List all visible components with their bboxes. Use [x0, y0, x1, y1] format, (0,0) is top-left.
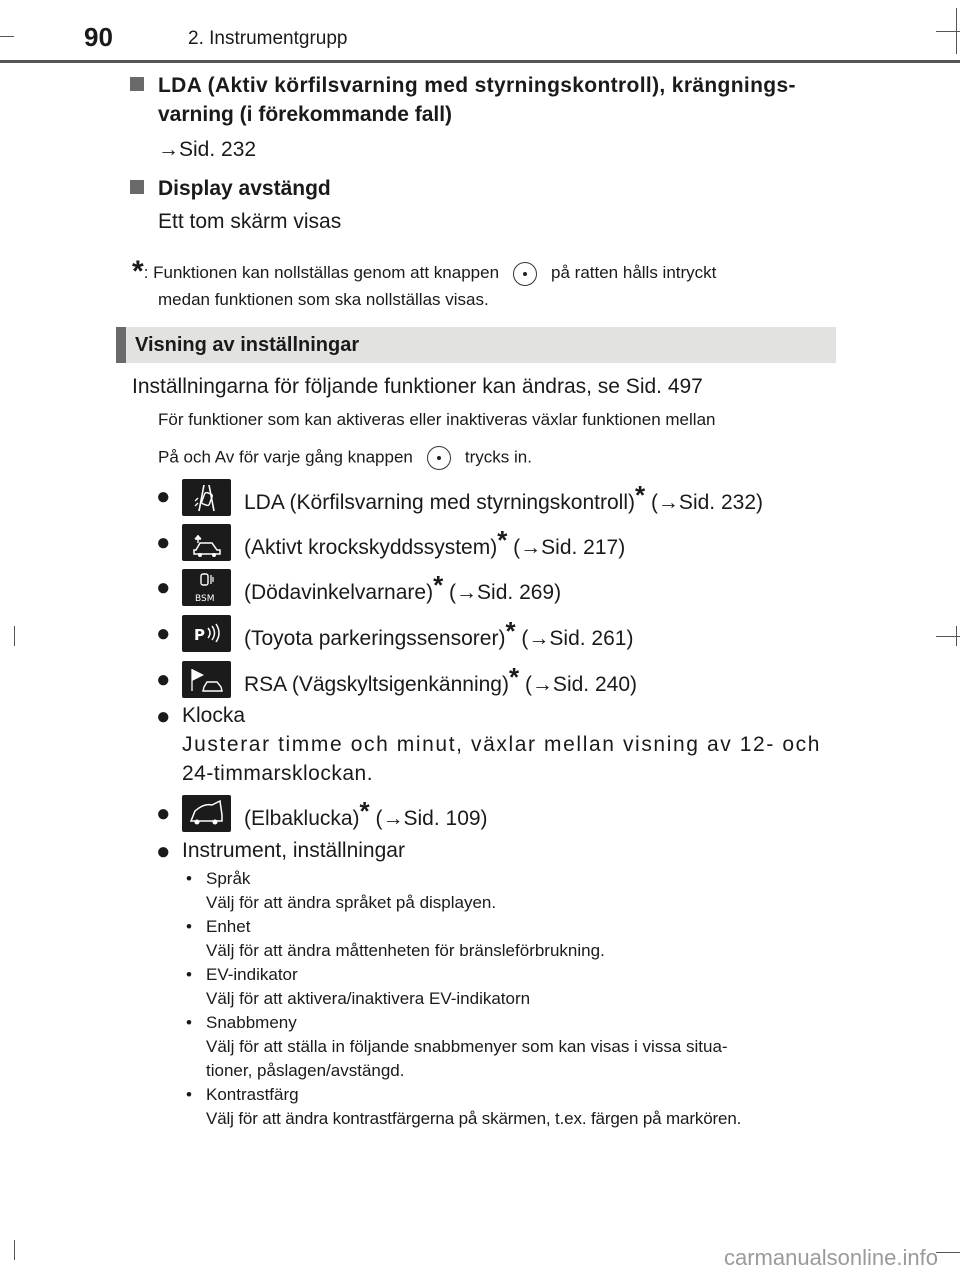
item-text: (Dödavinkelvarnare)	[244, 581, 434, 604]
list-item-name: Snabbmeny	[206, 1013, 297, 1032]
bullet-icon: ●	[156, 620, 171, 647]
item-star: *	[359, 796, 370, 826]
lane-departure-icon	[182, 479, 231, 516]
lda-heading-line2: varning (i förekommande fall)	[158, 103, 453, 126]
item-tailgate	[244, 796, 488, 832]
steering-switch-icon	[427, 446, 451, 470]
footnote-star: *	[132, 255, 144, 288]
section-sub-text-b: trycks in.	[464, 447, 532, 467]
item-reference[interactable]: (→Sid. 109)	[369, 807, 488, 830]
display-off-body: Ett tom skärm visas	[158, 210, 342, 233]
item-parking	[244, 616, 634, 652]
list-item: • Kontrastfärg Välj för att ändra kontrastfärgerna på skärmen, t.ex. färgen på markören.	[186, 1083, 836, 1131]
item-text: LDA (Körfilsvarning med styrningskontroll)	[244, 491, 635, 514]
clock-title: Klocka	[182, 704, 246, 727]
bsm-icon-label: BSM	[195, 594, 215, 604]
clock-body-line2: 24-timmarsklockan.	[182, 762, 374, 785]
item-pre-collision	[244, 525, 626, 561]
list-item-desc: Välj för att ändra måttenheten för bränsleförbrukning.	[206, 941, 605, 960]
item-text: (Elbaklucka)	[244, 807, 360, 830]
bullet-icon: ●	[156, 838, 171, 865]
list-item-desc: Välj för att aktivera/inaktivera EV-indikatorn	[206, 989, 531, 1008]
item-star: *	[634, 480, 646, 510]
bullet-icon: ●	[156, 800, 171, 827]
item-reference[interactable]: (→Sid. 261)	[515, 627, 634, 650]
lda-heading	[130, 71, 830, 129]
section-bar	[116, 327, 126, 363]
svg-text:P: P	[194, 626, 205, 644]
footnote	[132, 252, 832, 286]
item-lda	[244, 480, 763, 516]
list-item-desc: Välj för att ändra kontrastfärgerna på skärmen, t.ex. färgen på markören.	[206, 1109, 742, 1128]
pre-collision-icon	[182, 524, 231, 561]
crop-mark	[936, 1252, 960, 1253]
list-item-desc: Välj för att ändra språket på displayen.	[206, 893, 497, 912]
list-item-name: Kontrastfärg	[206, 1085, 299, 1104]
list-item: • Enhet Välj för att ändra måttenheten för bränsleförbrukning.	[186, 915, 836, 963]
instrument-settings-list	[186, 867, 836, 1131]
heading-square-icon	[130, 77, 144, 91]
item-text: RSA (Vägskyltsigenkänning)	[244, 673, 509, 696]
crop-mark	[956, 626, 957, 646]
clock-body-line1: Justerar timme och minut, växlar mellan visning av 12- och	[182, 733, 822, 756]
bullet-icon: ●	[156, 529, 171, 556]
item-text: (Aktivt krockskyddssystem)	[244, 536, 498, 559]
lda-heading-line1: LDA (Aktiv körfilsvarning med styrningskontroll), krängnings-	[158, 74, 796, 97]
crop-mark	[0, 36, 14, 37]
section-title: Visning av inställningar	[135, 334, 360, 356]
list-item-desc: Välj för att ställa in följande snabbmenyer som kan visas i vissa situa-	[206, 1037, 728, 1056]
list-item-name: Språk	[206, 869, 251, 888]
section-sub-line2	[158, 446, 532, 470]
crop-mark	[14, 1240, 15, 1260]
crop-mark	[14, 626, 15, 646]
road-sign-assist-icon	[182, 661, 231, 698]
bsm-icon	[182, 569, 231, 606]
instrument-title: Instrument, inställningar	[182, 839, 405, 862]
list-item-name: Enhet	[206, 917, 251, 936]
page-number: 90	[84, 22, 113, 52]
item-rsa	[244, 662, 637, 698]
display-off-heading	[130, 174, 331, 203]
list-item: • EV-indikator Välj för att aktivera/inaktivera EV-indikatorn	[186, 963, 836, 1011]
section-band	[116, 327, 836, 363]
crop-mark	[936, 31, 960, 32]
site-watermark: carmanualsonline.info	[723, 1245, 938, 1270]
list-item-name: EV-indikator	[206, 965, 298, 984]
bullet-icon: ●	[156, 574, 171, 601]
header-rule	[0, 60, 960, 63]
item-star: *	[433, 570, 444, 600]
item-star: *	[505, 616, 516, 646]
footnote-text-a: : Funktionen kan nollställas genom att knappen	[143, 263, 500, 282]
display-off-title: Display avstängd	[158, 177, 331, 200]
item-bsm	[244, 570, 562, 606]
list-item-desc: tioner, påslagen/avstängd.	[206, 1061, 405, 1080]
list-item: • Snabbmeny Välj för att ställa in följande snabbmenyer som kan visas i vissa situa- tioner, påslagen/avstängd.	[186, 1011, 836, 1083]
footnote-line2: medan funktionen som ska nollställas visas.	[158, 290, 489, 309]
item-text: (Toyota parkeringssensorer)	[244, 627, 506, 650]
chapter-title: 2. Instrumentgrupp	[188, 28, 348, 49]
lda-reference[interactable]: →Sid. 232	[158, 138, 257, 161]
section-sub-line1: För funktioner som kan aktiveras eller inaktiveras växlar funktionen mellan	[158, 410, 716, 429]
power-tailgate-icon	[182, 795, 231, 832]
steering-switch-icon	[513, 262, 537, 286]
heading-square-icon	[130, 180, 144, 194]
bullet-icon: ●	[156, 483, 171, 510]
item-reference[interactable]: (→Sid. 217)	[507, 536, 626, 559]
parking-sensor-icon	[182, 615, 231, 652]
item-reference[interactable]: (→Sid. 232)	[645, 491, 763, 514]
section-intro: Inställningarna för följande funktioner kan ändras, se Sid. 497	[132, 375, 703, 398]
item-star: *	[508, 662, 520, 692]
item-reference[interactable]: (→Sid. 240)	[519, 673, 637, 696]
list-item: • Språk Välj för att ändra språket på displayen.	[186, 867, 836, 915]
item-star: *	[497, 525, 508, 555]
item-reference[interactable]: (→Sid. 269)	[443, 581, 562, 604]
bullet-icon: ●	[156, 666, 171, 693]
section-sub-text-a: På och Av för varje gång knappen	[158, 447, 413, 467]
bullet-icon: ●	[156, 703, 171, 730]
footnote-text-b: på ratten hålls intryckt	[551, 263, 717, 282]
